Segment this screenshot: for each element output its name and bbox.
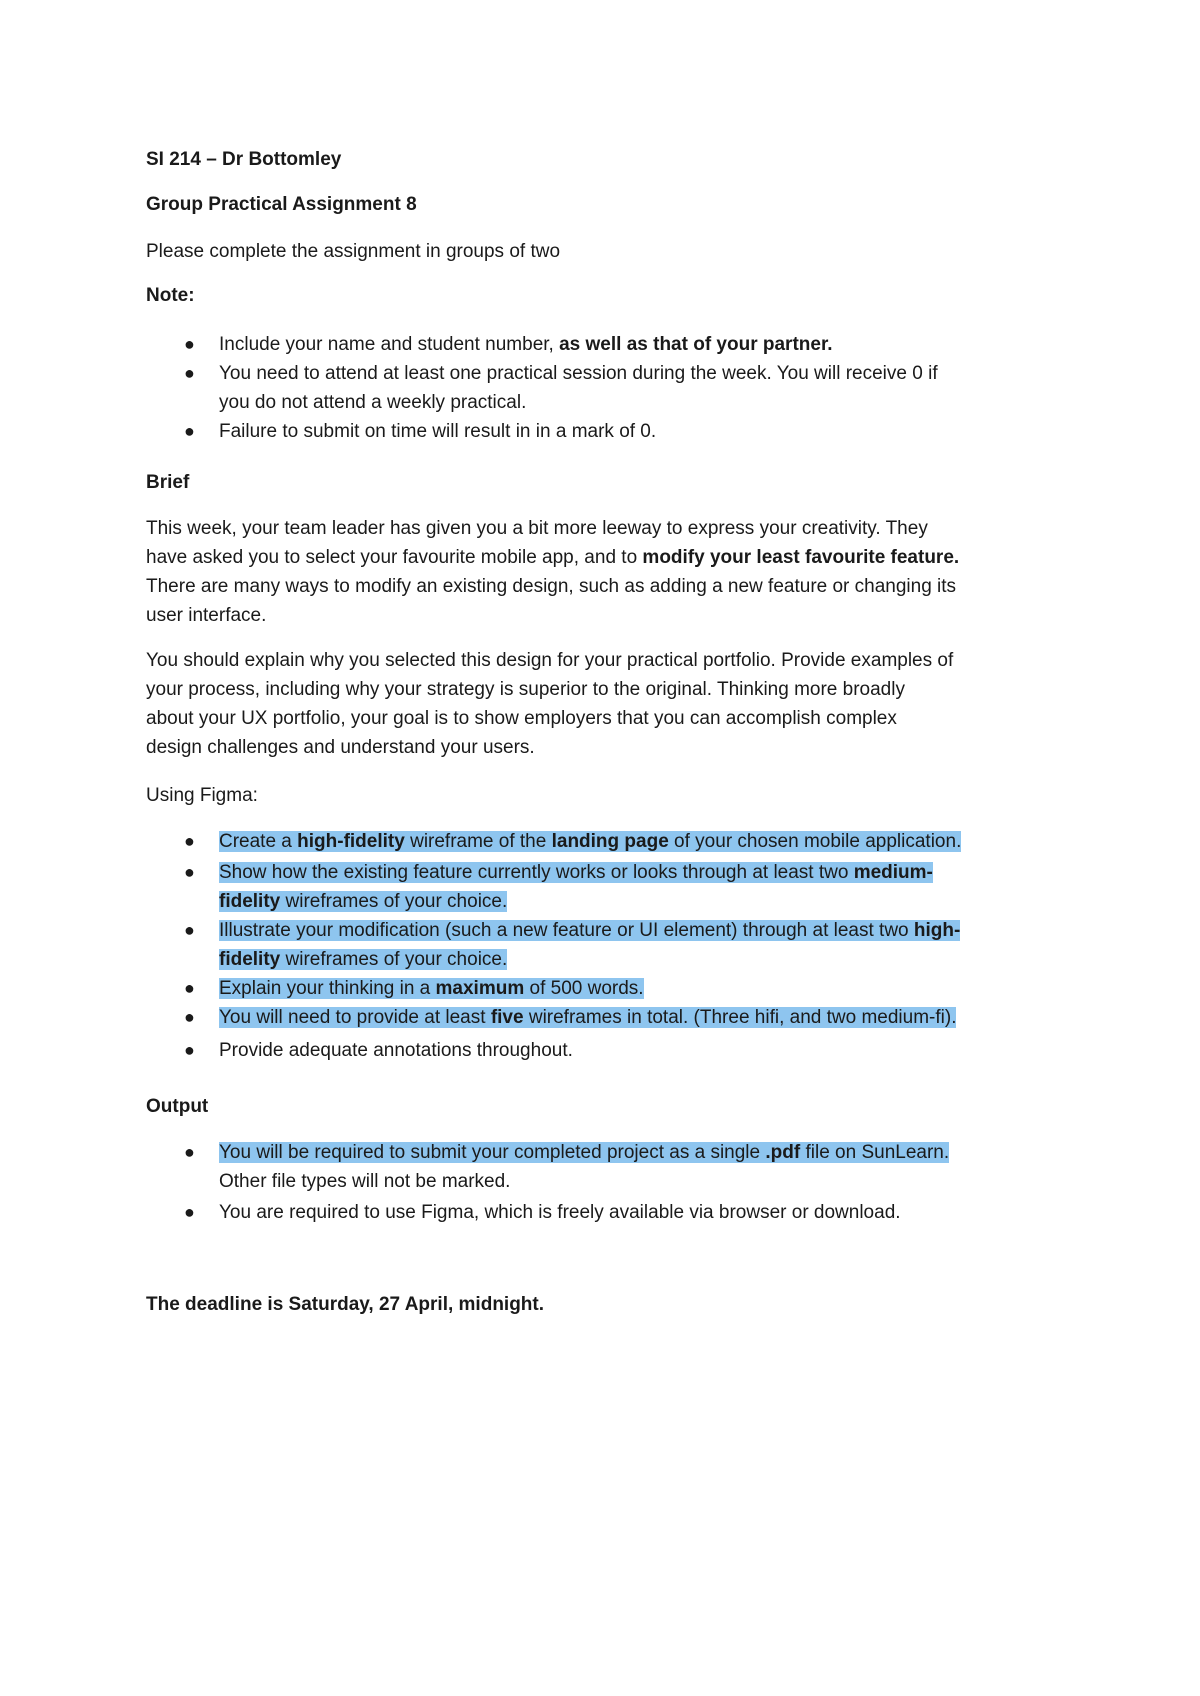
deadline-text: The deadline is Saturday, 27 April, midnight. [146, 1294, 545, 1315]
figma-task-list [146, 827, 961, 1065]
task-item: ● Create a high-fidelity wireframe of the landing page of your chosen mobile application. [146, 827, 961, 856]
note-item: ● You need to attend at least one practical session during the week. You will receive 0 if you do not attend a weekly practical. [146, 359, 938, 417]
figma-intro: Using Figma: [146, 785, 258, 806]
assignment-title: Group Practical Assignment 8 [146, 194, 417, 215]
note-item: ● Include your name and student number, as well as that of your partner. [146, 330, 938, 359]
task-item: ● Provide adequate annotations throughout. [146, 1036, 961, 1065]
task-item: ● Illustrate your modification (such a new feature or UI element) through at least two high- fidelity wireframes of your choice. [146, 916, 961, 974]
note-heading: Note: [146, 285, 195, 306]
intro-text: Please complete the assignment in groups of two [146, 241, 561, 262]
output-item: ● You will be required to submit your completed project as a single .pdf file on SunLearn. Other file types will not be marked. [146, 1138, 949, 1196]
output-list [146, 1138, 949, 1227]
bullet-icon: ● [184, 421, 195, 441]
bullet-icon: ● [184, 363, 195, 383]
task-item: ● You will need to provide at least five wireframes in total. (Three hifi, and two medium-fi). [146, 1003, 961, 1032]
bullet-icon: ● [184, 1202, 195, 1222]
bullet-icon: ● [184, 862, 195, 882]
task-item: ● Show how the existing feature currently works or looks through at least two medium- fidelity wireframes of your choice. [146, 858, 961, 916]
bullet-icon: ● [184, 1007, 195, 1027]
brief-paragraph-1: This week, your team leader has given you a bit more leeway to express your creativity. They have asked you to select your favourite mobile app, and to modify your least favourite feature. There are many ways to modify an existing design, such as adding a new feature or changing its user interface. [146, 518, 960, 626]
course-title: SI 214 – Dr Bottomley [146, 149, 342, 170]
brief-heading: Brief [146, 472, 190, 493]
bullet-icon: ● [184, 334, 195, 354]
output-heading: Output [146, 1096, 209, 1117]
task-item: ● Explain your thinking in a maximum of 500 words. [146, 974, 961, 1003]
brief-paragraph-2: You should explain why you selected this design for your practical portfolio. Provide examples of your process, including why your strategy is superior to the original. Thinking more broadly about your UX portfolio, your goal is to show employers that you can accomplish complex design challenges and understand your users. [146, 650, 954, 758]
note-item: ● Failure to submit on time will result in in a mark of 0. [146, 417, 938, 446]
bullet-icon: ● [184, 978, 195, 998]
bullet-icon: ● [184, 1040, 195, 1060]
note-list [146, 330, 938, 446]
bullet-icon: ● [184, 1142, 195, 1162]
output-item: ● You are required to use Figma, which is freely available via browser or download. [146, 1198, 949, 1227]
bullet-icon: ● [184, 831, 195, 851]
bullet-icon: ● [184, 920, 195, 940]
